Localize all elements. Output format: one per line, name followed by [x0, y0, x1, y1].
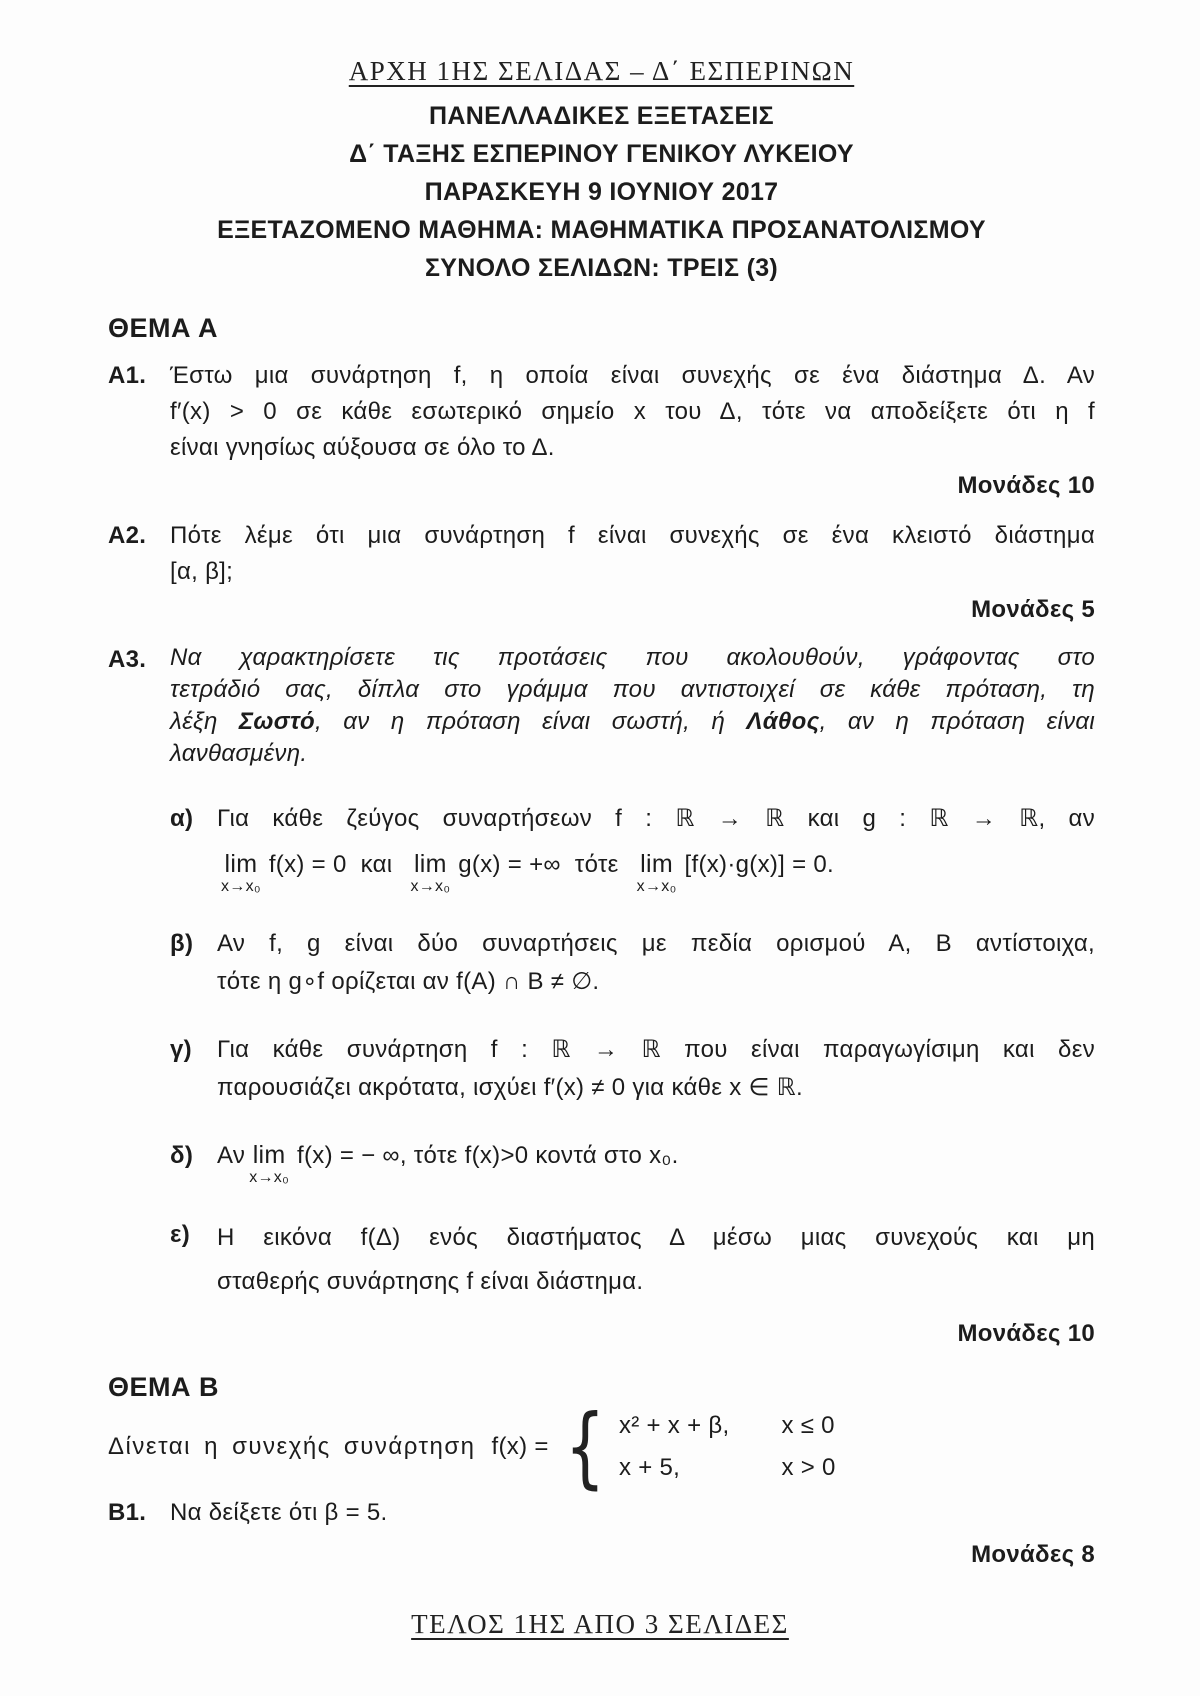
limit-stack	[221, 852, 261, 895]
question-a1-body	[170, 358, 1095, 466]
lim-word: lim	[224, 850, 258, 878]
a2-line-1: Πότε λέμε ότι μια συνάρτηση f είναι συνεχής σε ένα κλειστό διάστημα	[170, 522, 1095, 549]
statement-alpha	[170, 800, 1095, 895]
statement-beta-body	[217, 925, 1095, 1001]
marks-a3: Μονάδες 10	[957, 1320, 1095, 1347]
beta-line-1: Αν f, g είναι δύο συναρτήσεις με πεδία ορισμού Α, Β αντίστοιχα,	[217, 930, 1095, 957]
marks-a2: Μονάδες 5	[971, 596, 1095, 623]
statement-epsilon-body	[217, 1216, 1095, 1304]
theme-b-function-definition	[108, 1395, 1095, 1498]
exam-title-block	[108, 97, 1095, 287]
alpha-expr-2: g(x) = +∞	[458, 851, 561, 878]
gamma-line-1: Για κάθε συνάρτηση f : ℝ → ℝ που είναι παραγωγίσιμη και δεν	[217, 1036, 1095, 1063]
statement-gamma	[170, 1031, 1095, 1107]
piecewise-row1-expr: x² + x + β,	[618, 1412, 730, 1439]
alpha-line-1: Για κάθε ζεύγος συναρτήσεων f : ℝ → ℝ και g : ℝ → ℝ, αν	[217, 805, 1095, 832]
statement-beta-label: β)	[170, 930, 194, 957]
a1-line-3: είναι γνησίως αύξουσα σε όλο το Δ.	[170, 434, 555, 461]
question-b1	[108, 1495, 1095, 1531]
lim-word: lim	[413, 850, 447, 878]
delta-formula	[217, 1137, 1095, 1186]
alpha-expr-3: [f(x)·g(x)] = 0.	[684, 851, 834, 878]
title-line-pages: ΣΥΝΟΛΟ ΣΕΛΙΔΩΝ: ΤΡΕΙΣ (3)	[424, 254, 779, 282]
title-line-grade: Δ΄ ΤΑΞΗΣ ΕΣΠΕΡΙΝΟΥ ΓΕΝΙΚΟΥ ΛΥΚΕΙΟΥ	[349, 140, 854, 168]
a3-line-1: Να χαρακτηρίσετε τις προτάσεις που ακολουθούν, γράφοντας στο	[170, 644, 1095, 671]
statement-epsilon	[170, 1216, 1095, 1304]
question-b1-body	[170, 1495, 1095, 1531]
lim-subscript: x→x₀	[221, 878, 261, 895]
delta-post: f(x) = − ∞, τότε f(x)>0 κοντά στο x₀.	[297, 1142, 679, 1169]
statement-delta-label: δ)	[170, 1142, 194, 1169]
question-b1-label: Β1.	[108, 1499, 147, 1526]
alpha-formula	[217, 846, 1095, 895]
piecewise-cases	[619, 1411, 836, 1483]
lim-word: lim	[252, 1141, 286, 1169]
piecewise-brace: {	[564, 1395, 606, 1498]
epsilon-line-2: σταθερής συνάρτησης f είναι διάστημα.	[217, 1268, 644, 1295]
title-line-exams: ΠΑΝΕΛΛΑΔΙΚΕΣ ΕΞΕΤΑΣΕΙΣ	[429, 102, 774, 130]
page-header-marker	[108, 56, 1095, 87]
title-line-date: ΠΑΡΑΣΚΕΥΗ 9 ΙΟΥΝΙΟΥ 2017	[424, 178, 779, 206]
lim-subscript: x→x₀	[249, 1169, 290, 1186]
a3-line-4: λανθασμένη.	[170, 740, 308, 767]
statement-alpha-body	[217, 800, 1095, 895]
a3-line-3	[170, 706, 1095, 738]
piecewise-row1-cond: x ≤ 0	[781, 1412, 835, 1439]
statement-gamma-label: γ)	[170, 1036, 192, 1063]
alpha-expr-1: f(x) = 0	[268, 851, 347, 878]
statement-delta	[170, 1137, 1095, 1186]
theme-a-heading: ΘΕΜΑ Α	[108, 313, 218, 343]
statement-delta-body	[217, 1137, 1095, 1186]
question-a2-label: Α2.	[108, 522, 147, 549]
a2-line-2: [α, β];	[170, 558, 234, 585]
question-a2	[108, 518, 1095, 590]
limit-stack	[410, 852, 450, 895]
lim-subscript: x→x₀	[410, 878, 451, 895]
theme-b-heading: ΘΕΜΑ Β	[108, 1372, 219, 1402]
a3-line-2: τετράδιό σας, δίπλα στο γράμμα που αντιστοιχεί σε κάθε πρόταση, τη	[170, 676, 1095, 703]
question-a3-body	[170, 642, 1095, 770]
question-a2-body	[170, 518, 1095, 590]
page-content	[0, 56, 1200, 1573]
delta-pre: Αν	[217, 1142, 246, 1169]
a1-line-2: f′(x) > 0 σε κάθε εσωτερικό σημείο x του Δ, τότε να αποδείξετε ότι η f	[170, 398, 1095, 425]
a3-word-wrong: Λάθος	[746, 708, 820, 735]
piecewise-row2-expr: x + 5,	[618, 1454, 681, 1481]
statement-epsilon-label: ε)	[170, 1221, 190, 1248]
piecewise-row2-cond: x > 0	[781, 1454, 836, 1481]
statement-alpha-label: α)	[170, 805, 194, 832]
question-a1	[108, 358, 1095, 466]
fx-equals: f(x) =	[491, 1433, 549, 1460]
statement-beta	[170, 925, 1095, 1001]
marks-a1: Μονάδες 10	[957, 472, 1095, 499]
a3-line3-seg3: , αν η πρόταση είναι	[819, 708, 1096, 735]
lim-subscript: x→x₀	[636, 878, 677, 895]
a1-line-1: Έστω μια συνάρτηση f, η οποία είναι συνεχής σε ένα διάστημα Δ. Αν	[170, 362, 1095, 389]
title-line-subject: ΕΞΕΤΑΖΟΜΕΝΟ ΜΑΘΗΜΑ: ΜΑΘΗΜΑΤΙΚΑ ΠΡΟΣΑΝΑΤΟΛΙΣΜΟΥ	[217, 216, 986, 244]
a3-word-correct: Σωστό	[238, 708, 316, 735]
gamma-line-2: παρουσιάζει ακρότατα, ισχύει f′(x) ≠ 0 για κάθε x ∈ ℝ.	[217, 1074, 803, 1101]
a3-line3-seg1: λέξη	[170, 708, 239, 735]
a3-statement-list	[170, 800, 1095, 1304]
question-a3	[108, 642, 1095, 770]
epsilon-line-1: Η εικόνα f(Δ) ενός διαστήματος Δ μέσω μιας συνεχούς και μη	[217, 1224, 1095, 1251]
statement-gamma-body	[217, 1031, 1095, 1107]
a3-line3-seg2: , αν η πρόταση είναι σωστή, ή	[315, 708, 747, 735]
lim-word: lim	[640, 850, 674, 878]
alpha-conj-2: τότε	[574, 851, 619, 878]
page-footer-marker	[0, 1609, 1200, 1640]
page-header-text: ΑΡΧΗ 1ΗΣ ΣΕΛΙΔΑΣ – Δ΄ ΕΣΠΕΡΙΝΩΝ	[348, 56, 855, 86]
limit-stack	[637, 852, 677, 895]
beta-line-2: τότε η g∘f ορίζεται αν f(A) ∩ B ≠ ∅.	[217, 968, 600, 995]
question-a1-label: Α1.	[108, 362, 147, 389]
alpha-conj-1: και	[360, 851, 393, 878]
question-a3-label: Α3.	[108, 646, 147, 673]
page-footer-text: ΤΕΛΟΣ 1ΗΣ ΑΠΟ 3 ΣΕΛΙΔΕΣ	[411, 1609, 789, 1639]
marks-b1: Μονάδες 8	[971, 1541, 1095, 1568]
limit-stack	[249, 1143, 289, 1186]
theme-b-intro-text: Δίνεται η συνεχής συνάρτηση	[108, 1433, 476, 1460]
b1-line-1: Να δείξετε ότι β = 5.	[170, 1499, 388, 1526]
